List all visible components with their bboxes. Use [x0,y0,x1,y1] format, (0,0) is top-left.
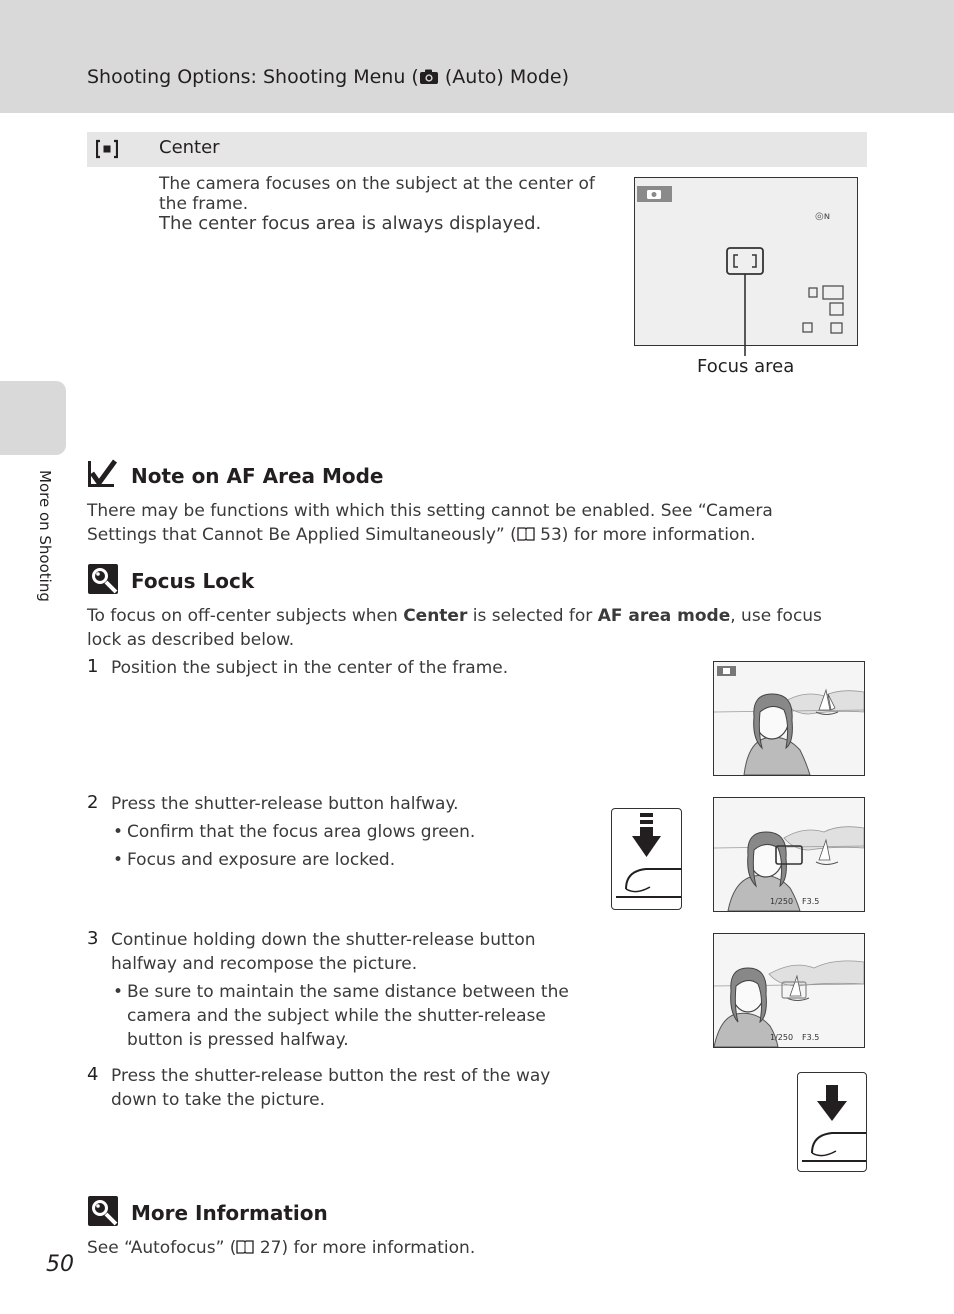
header-title-prefix: Shooting Options: Shooting Menu ( [87,66,419,88]
step-number: 3 [87,928,99,949]
note-ref-page: 53 [540,525,562,545]
shutter-half-press-illustration [611,808,682,910]
note-text [87,499,847,547]
step-text: Press the shutter-release button the rest of the way down to take the picture. [111,1066,551,1110]
note-text-before: There may be functions with which this setting cannot be enabled. See “Camera Settings that Cannot Be Applied Simultaneously” ( [87,501,773,545]
focus-area-leader-line [743,274,747,356]
option-description-2: The center focus area is always displayed. [159,213,542,234]
more-info-text-before: See “Autofocus” ( [87,1238,237,1258]
svg-text:◎ɴ: ◎ɴ [815,211,831,222]
intro-text-2: is selected for [467,606,598,626]
shutter-full-press-illustration [797,1072,867,1172]
step1-photo [713,661,865,776]
intro-bold-af-area-mode: AF area mode [597,606,731,626]
step-text: Press the shutter-release button halfway. [111,794,459,814]
tip-magnifier-icon [88,1196,118,1226]
portrait-scene-3 [714,934,864,1047]
page-header-title [87,66,569,88]
option-name: Center [159,137,220,158]
step-text: Continue holding down the shutter-release button halfway and recompose the picture. [111,930,536,974]
step-bullet: • Be sure to maintain the same distance between the camera and the subject while the shutter-release button is pressed halfway. [127,980,577,1052]
note-title: Note on AF Area Mode [131,464,384,488]
intro-text-1: To focus on off-center subjects when [87,606,404,626]
step-bullet: • Focus and exposure are locked. [127,848,577,872]
shutter-readout: 1/250 [770,897,794,906]
step-number: 1 [87,656,99,677]
note-text-after: ) for more information. [561,525,756,545]
book-reference-icon [236,1240,254,1254]
shutter-readout: 1/250 [770,1033,794,1042]
caution-check-icon [88,459,118,489]
tip-magnifier-icon [88,564,118,594]
camera-icon [419,69,439,85]
aperture-readout: F3.5 [802,897,820,906]
step3-photo [713,933,865,1048]
header-band [0,0,954,113]
page-number: 50 [46,1252,74,1277]
focus-area-label: Focus area [697,356,795,377]
side-section-label: More on Shooting [36,470,54,602]
intro-text-3: , use focus lock as described below. [87,606,822,650]
more-info-title: More Information [131,1201,328,1225]
book-reference-icon [517,527,535,541]
more-info-text [87,1236,787,1260]
side-tab [0,381,66,455]
more-info-ref-page: 27 [259,1238,282,1258]
portrait-scene-1 [714,662,864,775]
step-bullet: • Confirm that the focus area glows green. [127,820,577,844]
focus-lock-intro [87,604,837,652]
option-description-1: The camera focuses on the subject at the center of the frame. [159,174,595,214]
more-info-text-after: ) for more information. [281,1238,476,1258]
focus-lock-title: Focus Lock [131,569,255,593]
step2-photo [713,797,865,912]
full-press-diagram [798,1073,866,1171]
half-press-diagram [612,809,681,909]
step-text: Position the subject in the center of the frame. [111,658,509,678]
step-number: 2 [87,792,99,813]
aperture-readout: F3.5 [802,1033,820,1042]
step-number: 4 [87,1064,99,1085]
header-title-suffix: (Auto) Mode) [438,66,570,88]
center-focus-icon [96,138,118,160]
intro-bold-center: Center [403,606,468,626]
portrait-scene-2 [714,798,864,911]
